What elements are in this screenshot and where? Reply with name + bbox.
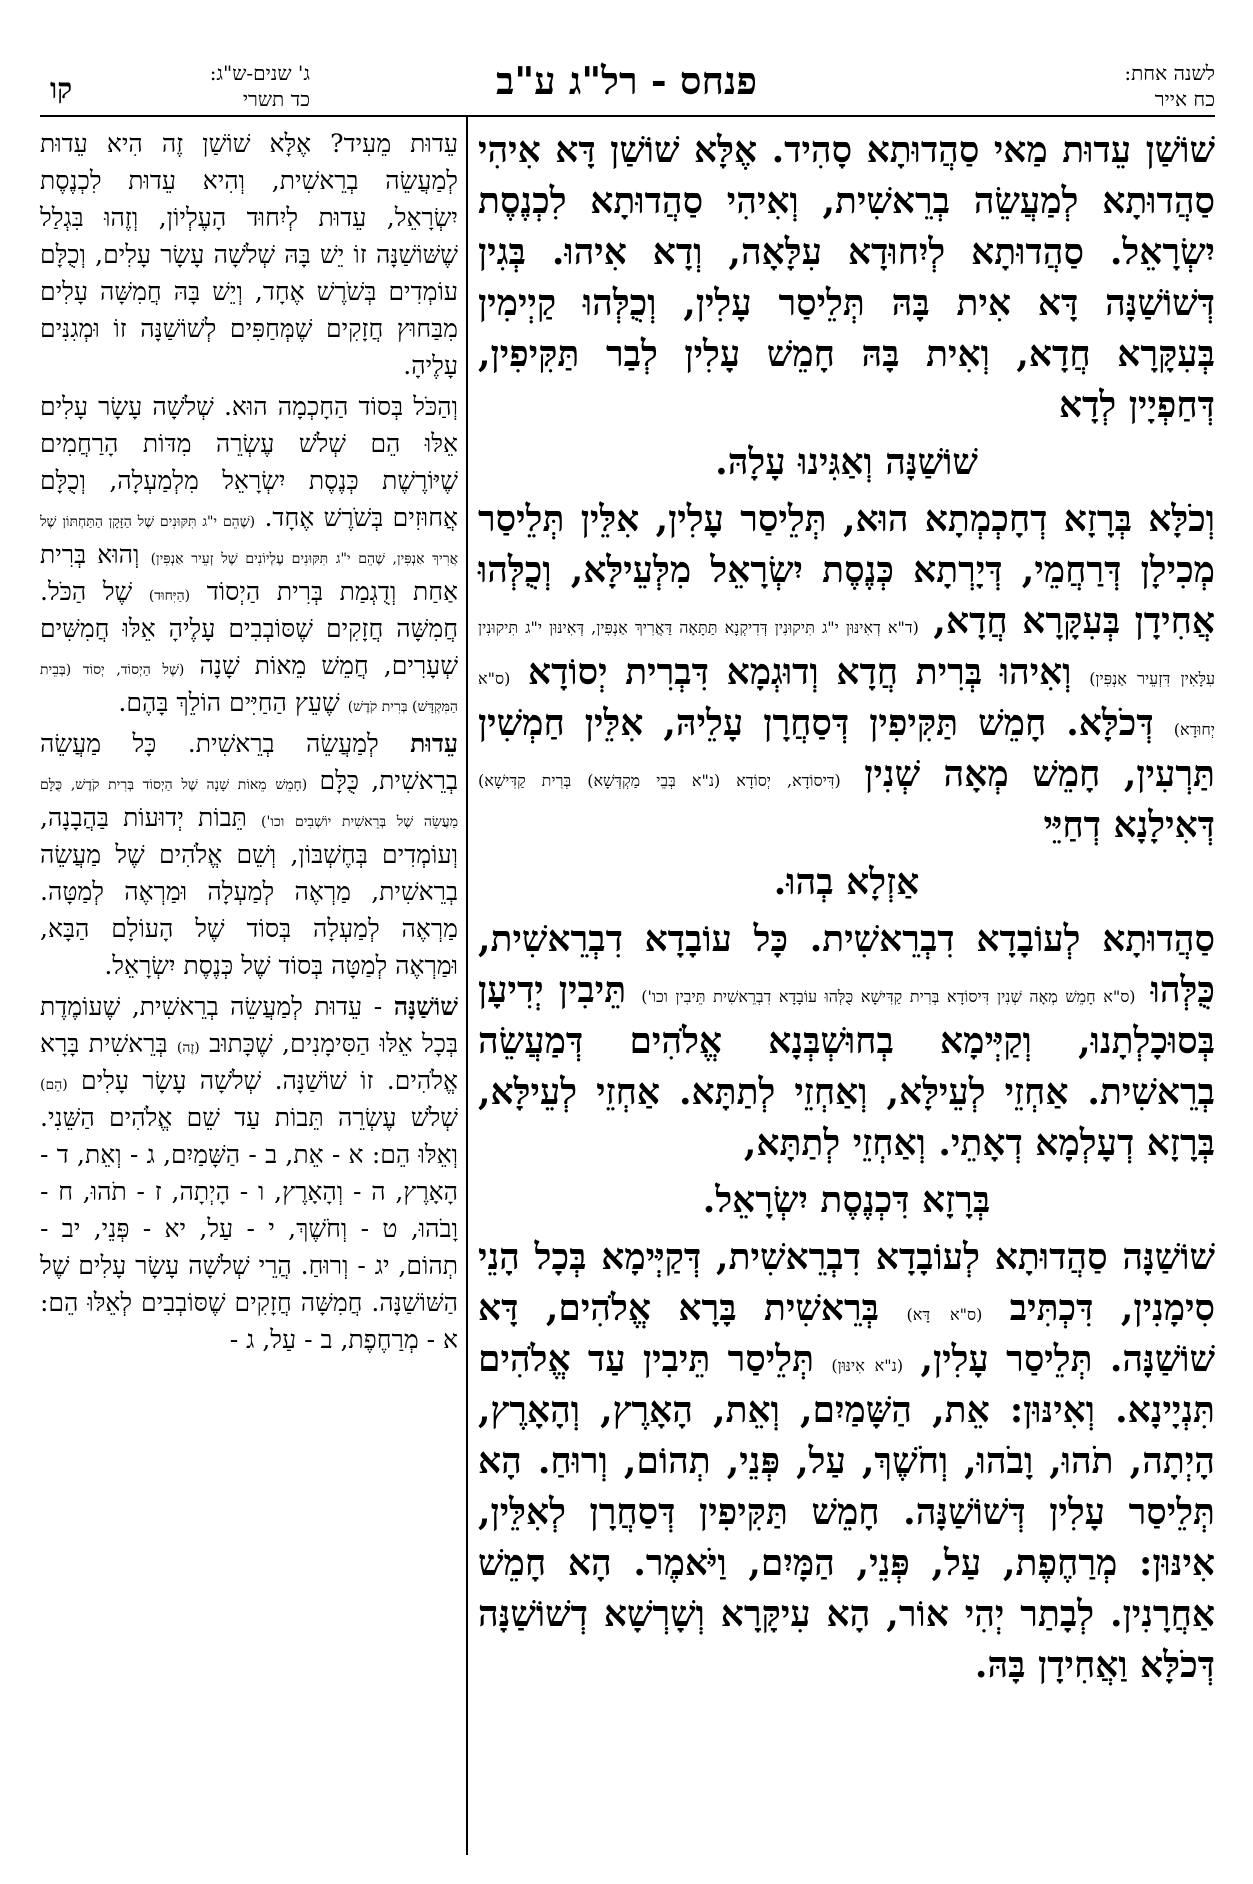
translation-text: לְמַעֲשֵׂה בְרֵאשִׁית. כָּל מַעֲשֵׂה בְרֵאשִׁית, כֻּלָּם bbox=[40, 729, 458, 795]
main-text: תְּלֵיסַר תֵּיבִין עַד אֱלֹהִים תִּנְיָינָא. וְאִינּוּן: אֵת, הַשָּׁמַיִם, וְאֵת, הָאָרֶץ, וְהָאָרֶץ, הָיְתָה, תֹהוּ, וָבֹהוּ, וְחֹשֶׁךְ, עַל, פְּנֵי, תְהוֹם, וְרוּחַ. הָא תְּלֵיסַר עָלִין דְּשׁוֹשַׁנָּה. חָמֵשׁ תַּקִּיפִין דְּסַחֲרָן לְאִלֵּין, אִינּוּן: מְרַחֶפֶת, עַל, פְּנֵי, הַמָּיִם, וַיֹּאמֶר. הָא חָמֵשׁ אַחֲרָנִין. לְבָתַר יְהִי אוֹר, הָא עִיקָּרָא וְשָׁרְשָׁא דְשׁוֹשַׁנָּה דְּכֹלָּא וַאֲחִידָן בָּהּ. bbox=[478, 1338, 1215, 1686]
main-text: וְכֹלָּא בְּרָזָא דְחָכְמְתָא הוּא, תְּלֵיסַר עָלִין, אִלֵּין תְּלֵיסַר מְכִילָן דְּרַחֲמֵי, דְּיָרְתָא כְּנֶסֶת יִשְׂרָאֵל מִלְּעֵילָּא, וְכֻלְּהוּ אֲחִידָן בְּעִקָּרָא חֲדָא, bbox=[478, 498, 1215, 642]
page-number: קו bbox=[50, 72, 73, 105]
column-divider bbox=[466, 115, 468, 1855]
translation-paragraph: עֵדוּת מֵעִיד? אֶלָּא שׁוֹשַׁן זֶה הִיא עֵדוּת לְמַעֲשֵׂה בְרֵאשִׁית, וְהִיא עֵדוּת לִכְנֶסֶת יִשְׂרָאֵל, עֵדוּת לְיִחוּד הָעֶלְיוֹן, וְזֶהוּ בִּגְלַל שֶׁשּׁוֹשַׁנָּה זוֹ יֵשׁ בָּהּ שְׁלֹשָׁה עָשָׂר עָלִים, וְכֻלָּם עוֹמְדִים בְּשֹׁרֶשׁ אֶחָד, וְיֵשׁ בָּהּ חֲמִשָּׁה עָלִים מִבַּחוּץ חֲזָקִים שֶׁמְּחַפִּים לְשׁוֹשַׁנָּה זוֹ וּמְגִנִּים עָלֶיהָ. bbox=[40, 129, 458, 380]
translation-note: (הֵם) bbox=[40, 1077, 68, 1093]
header-left-line2: כד תשרי bbox=[242, 87, 310, 111]
translation-note: (שֶׁל הַיְסוֹד, יְסוֹד (בְּבֵית הַמִּקְדָּשׁ) בְּרִית קֹדֶשׁ) bbox=[40, 662, 458, 715]
translation-text: - עֵדוּת לְמַעֲשֵׂה בְרֵאשִׁית, שֶׁעוֹמֶדֶת בְּכָל אֵלּוּ הַסִּימָנִים, שֶׁכָּתוּב bbox=[40, 992, 458, 1058]
translation-note: (חָמֵשׁ מֵאוֹת שָׁנָה שֶׁל הַיְסוֹד בְּרִית קֹדֶשׁ, כֻּלָּם מַעֲשֵׂה שֶׁל בְּרֵאשִׁית יוֹשְׁבִים וכו') bbox=[40, 777, 459, 830]
translation-text: שֶׁל הַכֹּל. חֲמִשָּׁה חֲזָקִים שֶׁסּוֹבְבִים עָלֶיהָ אֵלּוּ חֲמִשִּׁים שְׁעָרִים, חֲמֵשׁ מֵאוֹת שָׁנָה bbox=[40, 577, 459, 680]
variant-note: (ס"א יְחוּדָא) bbox=[478, 669, 1215, 739]
translation-paragraph bbox=[40, 388, 458, 721]
variant-note: (ס"א חָמֵשׁ מְאָה שְׁנִין דִּיסוֹדָא בְּרִית קַדִּישָׁא כֻּלְּהוּ עוֹבָדָא דִבְרֵאשִׁית תֵּיבִין וכו') bbox=[641, 987, 1136, 1006]
header-left-line1: ג' שנים-ש"ג: bbox=[209, 61, 310, 85]
main-text: סַהֲדוּתָא לְעוֹבָדָא דִבְרֵאשִׁית. כָּל עוֹבָדָא דִבְרֵאשִׁית, כֻּלְּהוּ bbox=[478, 918, 1215, 1011]
translation-text: וְהַכֹּל בְּסוֹד הַחָכְמָה הוּא. שְׁלֹשָׁה עָשָׂר עָלִים אֵלּוּ הֵם שְׁלֹשׁ עֶשְׂרֵה מִדּוֹת הָרַחֲמִים שֶׁיּוֹרֶשֶׁת כְּנֶסֶת יִשְׂרָאֵל מִלְמַעְלָה, וְכֻלָּם אֲחוּזִים בְּשֹׁרֶשׁ אֶחָד. bbox=[40, 392, 458, 532]
main-text: שׁוֹשַׁן עֵדוּת מַאי סַהֲדוּתָא סָהִיד. אֶלָּא שׁוֹשַׁן דָּא אִיהִי סַהֲדוּתָא לְמַעֲשֵׂה בְרֵאשִׁית, וְאִיהִי סַהֲדוּתָא לִכְנֶסֶת יִשְׂרָאֵל. סַהֲדוּתָא לְיִחוּדָא עִלָּאָה, וְדָא אִיהוּ. בְּגִין דְּשׁוֹשַׁנָּה דָּא אִית בָּהּ תְּלֵיסַר עָלִין, וְכֻלְּהוּ קַיְימִין בְּעִקָּרָא חֲדָא, וְאִית בָּהּ חָמֵשׁ עָלִין לְבַר תַּקִּיפִין, דְּחַפְיָין לְדָא bbox=[478, 129, 1215, 426]
main-text: דְּאִילָנָא דְחַיֵּי bbox=[1043, 804, 1215, 846]
main-paragraph-ending: שׁוֹשַׁנָּה וְאַגִּינוּ עָלָהּ. bbox=[715, 441, 978, 483]
main-paragraph-ending: בְּרָזָא דִּכְנֶסֶת יִשְׂרָאֵל. bbox=[702, 1179, 991, 1221]
variant-note: (ד"א דְאִינּוּן י"ג תִּיקוּנִין דְּדִיקְנָא תַּתָּאָה דַּאֲרִיךְ אַנְפִּין, דְּאִינּוּן י"ג תִּיקוּנִין עִלָּאִין דִּזְעֵיר אַנְפִּין) bbox=[478, 618, 1215, 688]
translation-note: (שֶׁהֵם י"ג תִּקּוּנִים שֶׁל הַזָּקָן הַתַּחְתּוֹן שֶׁל אֲרִיךְ אַנְפִּין, שֶׁהֵם י"ג תִּקּוּנִים עֶלְיוֹנִים שֶׁל זְעֵיר אַנְפִּין) bbox=[40, 514, 459, 567]
variant-note: (נ"א אִינּוּן) bbox=[831, 1356, 904, 1375]
variant-note: (ס"א דָּא) bbox=[906, 1305, 983, 1324]
translation-text: תֵּבוֹת יְדוּעוֹת בַּהֲבָנָה, וְעוֹמְדִים בְּחֶשְׁבּוֹן, וְשֵׁם אֱלֹהִים שֶׁל מַעֲשֵׂה בְרֵאשִׁית, מַרְאֶה לְמַעְלָה וּמַרְאֶה לְמַטָּה. מַרְאֶה לְמַעְלָה בְּסוֹד שֶׁל הָעוֹלָם הַבָּא, וּמַרְאֶה לְמַטָּה בְּסוֹד שֶׁל כְּנֶסֶת יִשְׂרָאֵל. bbox=[40, 803, 458, 980]
translation-text: שֶׁעֵץ הַחַיִּים הוֹלֵךְ בָּהֶם. bbox=[118, 688, 340, 717]
main-text: תֵּיבִין יְדִיעָן בְּסוּכָלְתָנוּ, וְקַיְּימָא בְחוּשְׁבְּנָא אֱלֹהִים דְּמַעֲשֵׂה בְרֵאשִׁית. אַחְזֵי לְעֵילָּא, וְאַחְזֵי לְתַתָּא. אַחְזֵי לְעֵילָּא, בְּרָזָא דְעָלְמָא דְאָתֵי. וְאַחְזֵי לְתַתָּא, bbox=[478, 969, 1215, 1164]
header-right-info bbox=[1015, 60, 1215, 112]
header-right-line2: כח אייר bbox=[1154, 87, 1215, 111]
translation-paragraph bbox=[40, 988, 458, 1358]
main-paragraph bbox=[478, 125, 1215, 431]
main-paragraph bbox=[478, 914, 1215, 1169]
main-text: בְּרֵאשִׁית בָּרָא אֱלֹהִים, דָּא שׁוֹשַׁנָּה. תְּלֵיסַר עָלִין, bbox=[478, 1287, 1216, 1380]
paragraph-lead-word: עֵדוּת bbox=[410, 729, 458, 758]
translation-note: (זֶה) bbox=[176, 1040, 200, 1056]
header-right-line1: לשנה אחת: bbox=[1124, 61, 1215, 85]
translation-column bbox=[40, 125, 458, 1362]
translation-text: שְׁלֹשׁ עֶשְׂרֵה תֵּבוֹת עַד שֵׁם אֱלֹהִים הַשֵּׁנִי. וְאֵלּוּ הֵם: א - אֵת, ב - הַשָּׁמַיִם, ג - וְאֵת, ד - הָאָרֶץ, ה - וְהָאָרֶץ, ו - הָיְתָה, ז - תֹהוּ, ח - וָבֹהוּ, ט - וְחֹשֶׁךְ, י - עַל, יא - פְּנֵי, יב - תְהוֹם, יג - וְרוּחַ. הֲרֵי שְׁלֹשָׁה עָשָׂר עָלִים שֶׁל הַשּׁוֹשַׁנָּה. חֲמִשָּׁה חֲזָקִים שֶׁסּוֹבְבִים לְאֵלּוּ הֵם: א - מְרַחֶפֶת, ב - עַל, ג - bbox=[40, 1103, 458, 1354]
main-text: שׁוֹשַׁנָּה סַהֲדוּתָא לְעוֹבָדָא דִבְרֵאשִׁית, דְּקַיְּימָא בְּכָל הָנֵי סִימָנִין, דִּכְתִּיב bbox=[478, 1236, 1215, 1329]
translation-paragraph bbox=[40, 725, 458, 984]
paragraph-lead-word: שׁוֹשַׁנָּה bbox=[393, 992, 458, 1021]
translation-text: בְּרֵאשִׁית בָּרָא אֱלֹהִים. זוֹ שׁוֹשַׁנָּה. שְׁלֹשָׁה עָשָׂר עָלִים bbox=[40, 1029, 458, 1095]
variant-note: (דִּיסוֹדָא, יְסוֹדָא (נ"א בְּבֵי מַקְדְּשָׁא) בְּרִית קַדִּישָׁא) bbox=[478, 771, 841, 790]
page-title: פנחס - רל"ג ע"ב bbox=[496, 58, 757, 103]
main-paragraph-ending: אַזְלָא בְהוּ. bbox=[773, 861, 920, 903]
main-text: דְּכֹלָּא. חָמֵשׁ תַּקִּיפִין דְּסַחֲרָן עָלֵיהּ, אִלֵּין חַמְשִׁין תַּרְעִין, חָמֵשׁ מְאָה שְׁנִין bbox=[478, 702, 1215, 795]
translation-note: (הַיִּחוּד) bbox=[148, 588, 191, 604]
main-paragraph bbox=[478, 1232, 1215, 1691]
translation-text: וְהוּא בְּרִית אַחַת וְדֻגְמַת בְּרִית הַיְסוֹד bbox=[40, 540, 458, 606]
header-left-info bbox=[110, 60, 310, 112]
main-paragraph bbox=[478, 494, 1215, 851]
main-text: וְאִיהוּ בְּרִית חֲדָא וְדוּגְמָא דִּבְרִית יְסוֹדָא bbox=[527, 651, 1072, 693]
main-text-column bbox=[478, 125, 1215, 1697]
header-divider bbox=[40, 115, 1215, 117]
